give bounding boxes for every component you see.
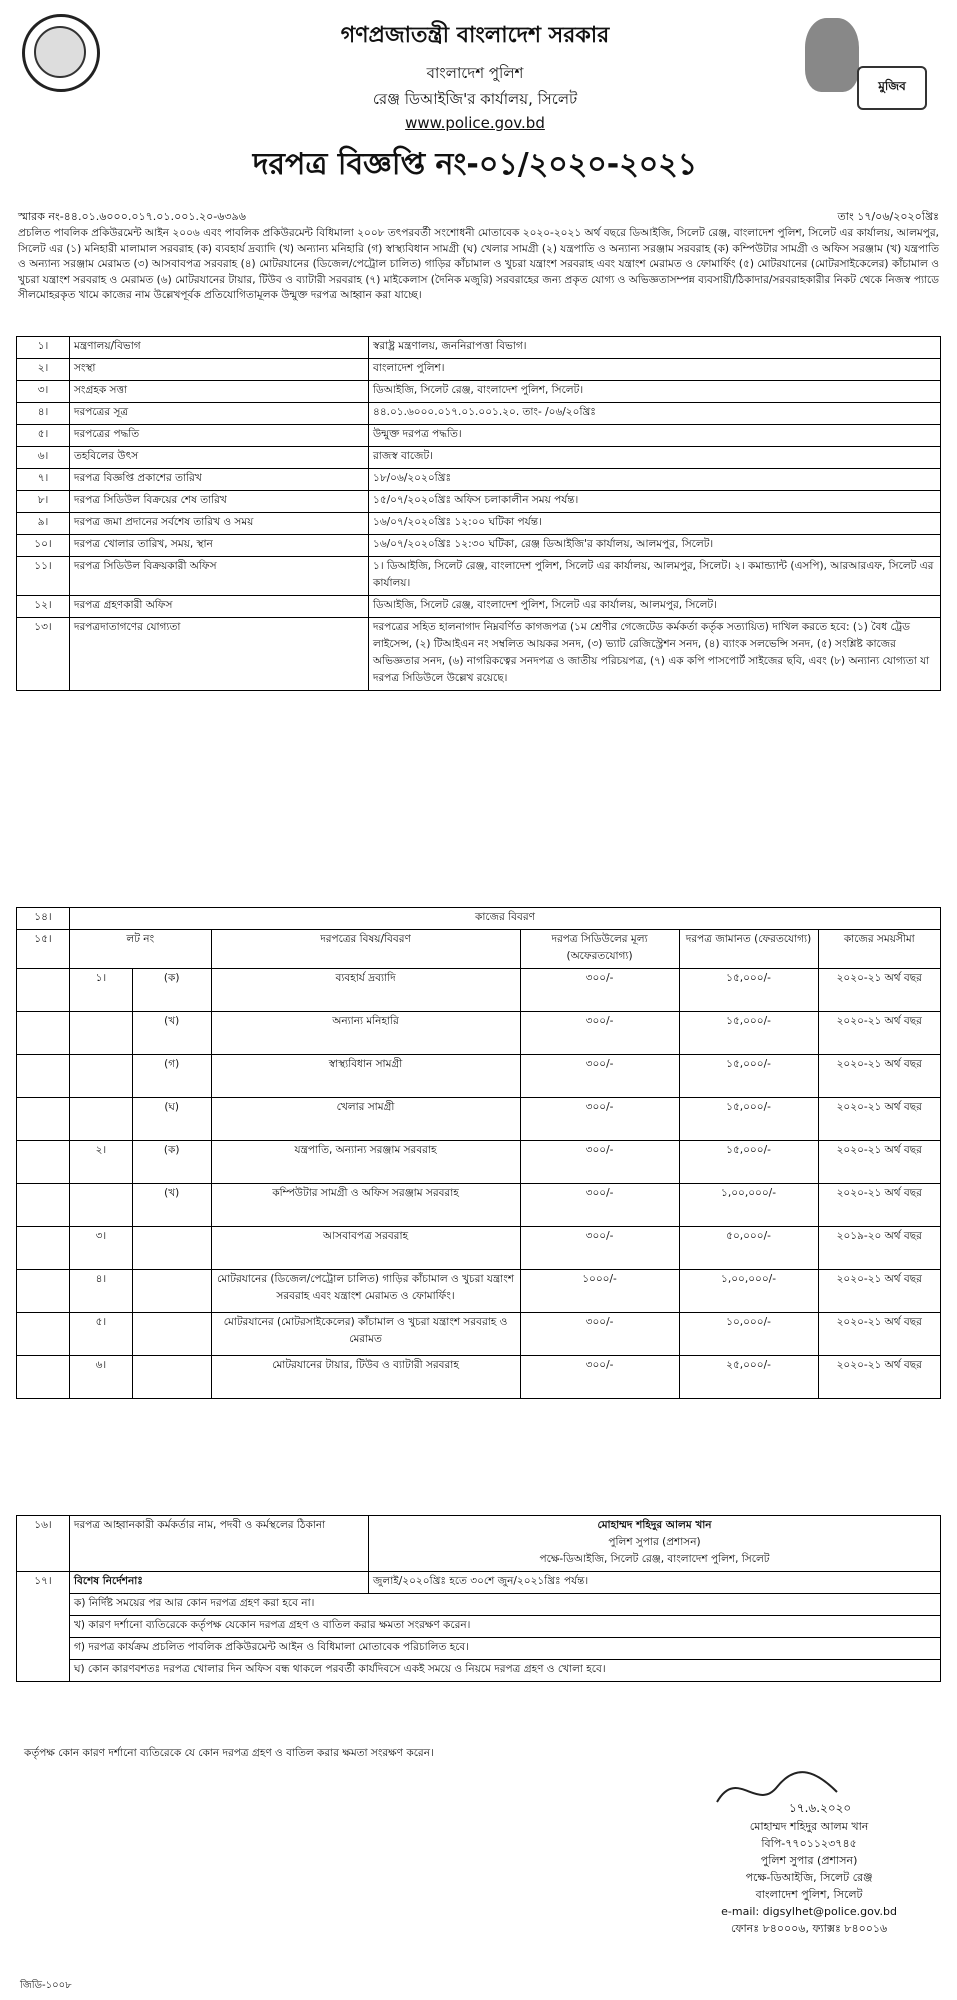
lot-lot (70, 1012, 133, 1055)
lot-security: ১৫,০০০/- (679, 969, 818, 1012)
lot-sub: (ক) (132, 969, 211, 1012)
header (0, 0, 957, 182)
lot-price: ৩০০/- (520, 1356, 679, 1399)
lot-item: মোটরযানের (ডিজেল/পেট্রোল চালিত) গাড়ির কাঁচামাল ও খুচরা যন্ত্রাংশ সরবরাহ এবং যন্ত্রাংশ মেরামত ও ফোমার্ফিং। (211, 1270, 520, 1313)
row17: ১৭। বিশেষ নির্দেশনাঃ জুলাই/২০২০খ্রিঃ হতে ৩০শে জুন/২০২১খ্রিঃ পর্যন্ত। (17, 1572, 941, 1594)
info-label: মন্ত্রণালয়/বিভাগ (70, 337, 369, 359)
info-n: ৬। (17, 447, 70, 469)
info-value: উন্মুক্ত দরপত্র পদ্ধতি। (369, 425, 941, 447)
info-label: দরপত্র জমা প্রদানের সর্বশেষ তারিখ ও সময় (70, 513, 369, 535)
section14-row: ১৪। কাজের বিবরণ (17, 908, 941, 930)
info-value: ১৬/০৭/২০২০খ্রিঃ ১২:৩০ ঘটিকা, রেঞ্জ ডিআইজি'র কার্যালয়, আলমপুর, সিলেট। (369, 535, 941, 557)
lot-security: ২৫,০০০/- (679, 1356, 818, 1399)
lot-lot (70, 1184, 133, 1227)
info-n: ৭। (17, 469, 70, 491)
info-value: ডিআইজি, সিলেট রেঞ্জ, বাংলাদেশ পুলিশ, সিলেট। (369, 381, 941, 403)
gov-title: গণপ্রজাতন্ত্রী বাংলাদেশ সরকার (340, 23, 610, 48)
lot-price: ৩০০/- (520, 1055, 679, 1098)
lot-security: ১৫,০০০/- (679, 1055, 818, 1098)
closing-note: কর্তৃপক্ষ কোন কারণ দর্শানো ব্যতিরেকে যে কোন দরপত্র গ্রহণ ও বাতিল করার ক্ষমতা সংরক্ষণ করেন। (24, 1747, 434, 1759)
lot-price: ১০০০/- (520, 1270, 679, 1313)
portrait-logo (797, 18, 927, 114)
info-n: ৯। (17, 513, 70, 535)
info-row (17, 513, 941, 535)
lot-lot: ২। (70, 1141, 133, 1184)
lot-item: খেলার সামগ্রী (211, 1098, 520, 1141)
note-row: ক) নির্দিষ্ট সময়ের পর আর কোন দরপত্র গ্রহণ করা হবে না। (17, 1594, 941, 1616)
lot-item: মোটরযানের (মোটরসাইকেলের) কাঁচামাল ও খুচরা যন্ত্রাংশ সরবরাহ ও মেরামত (211, 1313, 520, 1356)
info-label: দরপত্র সিডিউল বিক্রয়কারী অফিস (70, 557, 369, 596)
lot-period: ২০২০-২১ অর্থ বছর (818, 1356, 940, 1399)
lot-lot: ৪। (70, 1270, 133, 1313)
lot-period: ২০২০-২১ অর্থ বছর (818, 1313, 940, 1356)
lot-row (17, 1356, 941, 1399)
info-n: ১২। (17, 596, 70, 618)
lot-lot (70, 1098, 133, 1141)
info-label: দরপত্র গ্রহণকারী অফিস (70, 596, 369, 618)
info-row (17, 491, 941, 513)
lot-sub: (ক) (132, 1141, 211, 1184)
info-n: ১১। (17, 557, 70, 596)
lot-security: ১,০০,০০০/- (679, 1270, 818, 1313)
notice-title: দরপত্র বিজ্ঞপ্তি নং-০১/২০২০-২০২১ (252, 147, 698, 182)
lot-sub: (খ) (132, 1184, 211, 1227)
info-n: ১০। (17, 535, 70, 557)
lot-row (17, 1313, 941, 1356)
lot-sub (132, 1356, 211, 1399)
lot-price: ৩০০/- (520, 1012, 679, 1055)
dept-name: বাংলাদেশ পুলিশ (426, 64, 524, 82)
info-row (17, 469, 941, 491)
lot-period: ২০২০-২১ অর্থ বছর (818, 1184, 940, 1227)
info-n: ৪। (17, 403, 70, 425)
lot-security: ১৫,০০০/- (679, 1141, 818, 1184)
footer-code: জিডি-১০০৮ (20, 1980, 72, 1991)
info-row (17, 337, 941, 359)
lot-lot (70, 1055, 133, 1098)
note-row: গ) দরপত্র কার্যক্রম প্রচলিত পাবলিক প্রকিউরমেন্ট আইন ও বিধিমালা মোতাবেক পরিচালিত হবে। (17, 1638, 941, 1660)
lot-row (17, 1098, 941, 1141)
reference-line (18, 208, 939, 227)
signature-mark (707, 1762, 887, 1816)
lot-price: ৩০০/- (520, 1098, 679, 1141)
info-row (17, 425, 941, 447)
intro-paragraph: প্রচলিত পাবলিক প্রকিউরমেন্ট আইন ২০০৬ এবং পাবলিক প্রকিউরমেন্ট বিধিমালা ২০০৮ তৎপরবর্তী সংশোধনী মোতাবেক ২০২০-২০২১ অর্থ বছরে ডিআইজি, সিলেট রেঞ্জ, বাংলাদেশ পুলিশ, সিলেট এর কার্যালয়, আলমপুর, সিলেট এর (১) মনিহারী মালামাল সরবরাহ (ক) ব্যবহার্য দ্রব্যাদি (খ) অন্যান্য মনিহারি (গ) স্বাস্থ্যবিধান সামগ্রী (ঘ) খেলার সামগ্রী (২) যন্ত্রপাতি ও অন্যান্য সরঞ্জাম সরবরাহ (ক) কম্পিউটার সামগ্রী ও অফিস সরঞ্জাম (খ) যন্ত্রপাতি ও অন্যান্য সরঞ্জাম মেরামত (৩) আসবাবপত্র সরবরাহ (৪) মোটরযানের (ডিজেল/পেট্রোল চালিত) গাড়ির কাঁচামাল ও খুচরা যন্ত্রাংশ সরবরাহ এবং যন্ত্রাংশ মেরামত ও ফোমার্ফিং (৫) মোটরযানের (মোটরসাইকেলের) কাঁচামাল ও খুচরা যন্ত্রাংশ সরবরাহ ও মেরামত (৬) মোটরযানের টায়ার, টিউব ও ব্যাটারী সরবরাহ (৭) মাইকেলাস (দৈনিক মজুরি) সরবরাহের জন্য প্রকৃত যোগ্য ও অভিজ্ঞতাসম্পন্ন ব্যবসায়ী/ঠিকাদার/সরবরাহকারীর নিকট থেকে নিজস্ব প্যাডে সীলমোহরকৃত খামে কাজের নাম উল্লেখপূর্বক প্রতিযোগিতামূলক উন্মুক্ত দরপত্র আহ্বান করা যাচ্ছে। (18, 227, 939, 301)
info-value: ১। ডিআইজি, সিলেট রেঞ্জ, বাংলাদেশ পুলিশ, সিলেট এর কার্যালয়, আলমপুর, সিলেট। ২। কমান্ড্যান্ট (এসপি), আরআরএফ, সিলেট এর কার্যালয়। (369, 557, 941, 596)
lots-header-row: ১৫। লট নং দরপত্রের বিষয়/বিবরণ দরপত্র সিডিউলের মূল্য (অফেরতযোগ্য) দরপত্র জামানত (ফেরতযোগ্য) কাজের সময়সীমা (17, 930, 941, 969)
lot-sub: (গ) (132, 1055, 211, 1098)
lot-lot: ৬। (70, 1356, 133, 1399)
lot-item: আসবাবপত্র সরবরাহ (211, 1227, 520, 1270)
lot-sub (132, 1227, 211, 1270)
mujib-badge: মুজিব (857, 66, 927, 110)
lot-price: ৩০০/- (520, 1184, 679, 1227)
lot-security: ১০,০০০/- (679, 1313, 818, 1356)
note-row: খ) কারণ দর্শানো ব্যতিরেকে কর্তৃপক্ষ যেকোন দরপত্র গ্রহণ ও বাতিল করার ক্ষমতা সংরক্ষণ করেন। (17, 1616, 941, 1638)
info-value: ৪৪.০১.৬০০০.০১৭.০১.০০১.২০. তাং- /০৬/২০খ্রিঃ (369, 403, 941, 425)
info-label: সংগ্রহক সত্তা (70, 381, 369, 403)
info-label: দরপত্র সিডিউল বিক্রয়ের শেষ তারিখ (70, 491, 369, 513)
info-n: ৫। (17, 425, 70, 447)
lot-period: ২০২০-২১ অর্থ বছর (818, 1055, 940, 1098)
email-text: e-mail: digsylhet@police.gov.bd (721, 1905, 897, 1918)
info-n: ১। (17, 337, 70, 359)
lot-period: ২০২০-২১ অর্থ বছর (818, 1098, 940, 1141)
lot-period: ২০২০-২১ অর্থ বছর (818, 1012, 940, 1055)
end-table (16, 1515, 941, 1682)
info-label: দরপত্রের পদ্ধতি (70, 425, 369, 447)
lot-security: ১৫,০০০/- (679, 1098, 818, 1141)
info-table (16, 336, 941, 691)
lots-table (16, 907, 941, 1399)
info-label: সংস্থা (70, 359, 369, 381)
lot-price: ৩০০/- (520, 1227, 679, 1270)
lot-item: স্বাস্থ্যবিধান সামগ্রী (211, 1055, 520, 1098)
lot-row (17, 1012, 941, 1055)
lot-sub (132, 1313, 211, 1356)
info-n: ৩। (17, 381, 70, 403)
lot-item: যন্ত্রপাতি, অন্যান্য সরঞ্জাম সরবরাহ (211, 1141, 520, 1184)
info-label: দরপত্র বিজ্ঞপ্তি প্রকাশের তারিখ (70, 469, 369, 491)
signature-date: ১৭.৬.২০২০ (789, 1801, 852, 1815)
info-row (17, 535, 941, 557)
info-row (17, 618, 941, 691)
lot-lot: ১। (70, 969, 133, 1012)
lot-row (17, 1270, 941, 1313)
lot-item: মোটরযানের টায়ার, টিউব ও ব্যাটারী সরবরাহ (211, 1356, 520, 1399)
lot-sub: (খ) (132, 1012, 211, 1055)
lot-row (17, 1184, 941, 1227)
lot-period: ২০২০-২১ অর্থ বছর (818, 969, 940, 1012)
lot-security: ৫০,০০০/- (679, 1227, 818, 1270)
info-label: দরপত্রদাতাগণের যোগ্যতা (70, 618, 369, 691)
lot-period: ২০১৯-২০ অর্থ বছর (818, 1227, 940, 1270)
memo-date: তাং ১৭/০৬/২০২০খ্রিঃ (837, 210, 939, 223)
lot-period: ২০২০-২১ অর্থ বছর (818, 1270, 940, 1313)
lot-period: ২০২০-২১ অর্থ বছর (818, 1141, 940, 1184)
lot-security: ১৫,০০০/- (679, 1012, 818, 1055)
lot-price: ৩০০/- (520, 1141, 679, 1184)
info-n: ৮। (17, 491, 70, 513)
info-value: রাজস্ব বাজেট। (369, 447, 941, 469)
info-label: তহবিলের উৎস (70, 447, 369, 469)
police-seal-icon (22, 14, 100, 92)
lot-lot: ৩। (70, 1227, 133, 1270)
info-label: দরপত্র খোলার তারিখ, সময়, স্থান (70, 535, 369, 557)
lot-item: কম্পিউটার সামগ্রী ও অফিস সরঞ্জাম সরবরাহ (211, 1184, 520, 1227)
info-n: ১৩। (17, 618, 70, 691)
lot-sub (132, 1270, 211, 1313)
info-value: ১৫/০৭/২০২০খ্রিঃ অফিস চলাকালীন সময় পর্যন্ত। (369, 491, 941, 513)
lot-row (17, 1141, 941, 1184)
info-value: ১৮/০৬/২০২০খ্রিঃ (369, 469, 941, 491)
website-link[interactable]: www.police.gov.bd (405, 114, 545, 132)
info-value: ডিআইজি, সিলেট রেঞ্জ, বাংলাদেশ পুলিশ, সিলেট এর কার্যালয়, আলমপুর, সিলেট। (369, 596, 941, 618)
lot-row (17, 969, 941, 1012)
lot-item: অন্যান্য মনিহারি (211, 1012, 520, 1055)
info-row (17, 403, 941, 425)
info-row (17, 557, 941, 596)
info-value: বাংলাদেশ পুলিশ। (369, 359, 941, 381)
info-row (17, 381, 941, 403)
memo-number: স্মারক নং-৪৪.০১.৬০০০.০১৭.০১.০০১.২০-৬৩৯৬ (18, 210, 246, 223)
office-name: রেঞ্জ ডিআইজি'র কার্যালয়, সিলেট (372, 90, 578, 108)
info-row (17, 447, 941, 469)
lot-sub: (ঘ) (132, 1098, 211, 1141)
info-n: ২। (17, 359, 70, 381)
note-row: ঘ) কোন কারণবশতঃ দরপত্র খোলার দিন অফিস বন্ধ থাকলে পরবর্তী কার্যদিবসে একই সময়ে ও নিয়মে দরপত্র গ্রহণ ও খোলা হবে। (17, 1660, 941, 1682)
info-value: স্বরাষ্ট্র মন্ত্রণালয়, জননিরাপত্তা বিভাগ। (369, 337, 941, 359)
lot-row (17, 1227, 941, 1270)
lot-security: ১,০০,০০০/- (679, 1184, 818, 1227)
info-row (17, 596, 941, 618)
lot-row (17, 1055, 941, 1098)
lot-price: ৩০০/- (520, 1313, 679, 1356)
info-row (17, 359, 941, 381)
info-value: দরপত্রের সহিত হালনাগাদ নিম্নবর্ণিত কাগজপত্র (১ম শ্রেণীর গেজেটেড কর্মকর্তা কর্তৃক সত্যায়িত) দাখিল করতে হবে: (১) বৈধ ট্রেড লাইসেন্স, (২) টিআইএন নং সম্বলিত আয়কর সনদ, (৩) ভ্যাট রেজিস্ট্রেশন সনদ, (৪) ব্যাংক সলভেন্সি সনদ, (৫) সংশ্লিষ্ট কাজের অভিজ্ঞতার সনদ, (৬) নাগরিকত্বের সনদপত্র ও জাতীয় পরিচয়পত্র, (৭) এক কপি পাসপোর্ট সাইজের ছবি, এবং (৮) অন্যান্য যোগ্যতা যা দরপত্র সিডিউলে উল্লেখ রয়েছে। (369, 618, 941, 691)
info-label: দরপত্রের সূত্র (70, 403, 369, 425)
lot-lot: ৫। (70, 1313, 133, 1356)
info-value: ১৬/০৭/২০২০খ্রিঃ ১২:০০ ঘটিকা পর্যন্ত। (369, 513, 941, 535)
signature-block: মোহাম্মদ শহিদুর আলম খান বিপি-৭৭০১১২৩৭৪৫ পুলিশ সুপার (প্রশাসন) পক্ষে-ডিআইজি, সিলেট রেঞ্জ বাংলাদেশ পুলিশ, সিলেট e-mail: digsylhet@police.gov.bd ফোনঃ ৮৪০০০৬, ফ্যাক্সঃ ৮৪০০১৬ (721, 1820, 897, 1935)
row16: ১৬। দরপত্র আহ্বানকারী কর্মকর্তার নাম, পদবী ও কর্মস্থলের ঠিকানা মোহাম্মদ শহিদুর আলম খান পুলিশ সুপার (প্রশাসন) পক্ষে-ডিআইজি, সিলেট রেঞ্জ, বাংলাদেশ পুলিশ, সিলেট (17, 1516, 941, 1572)
lot-price: ৩০০/- (520, 969, 679, 1012)
lot-item: ব্যবহার্য দ্রব্যাদি (211, 969, 520, 1012)
